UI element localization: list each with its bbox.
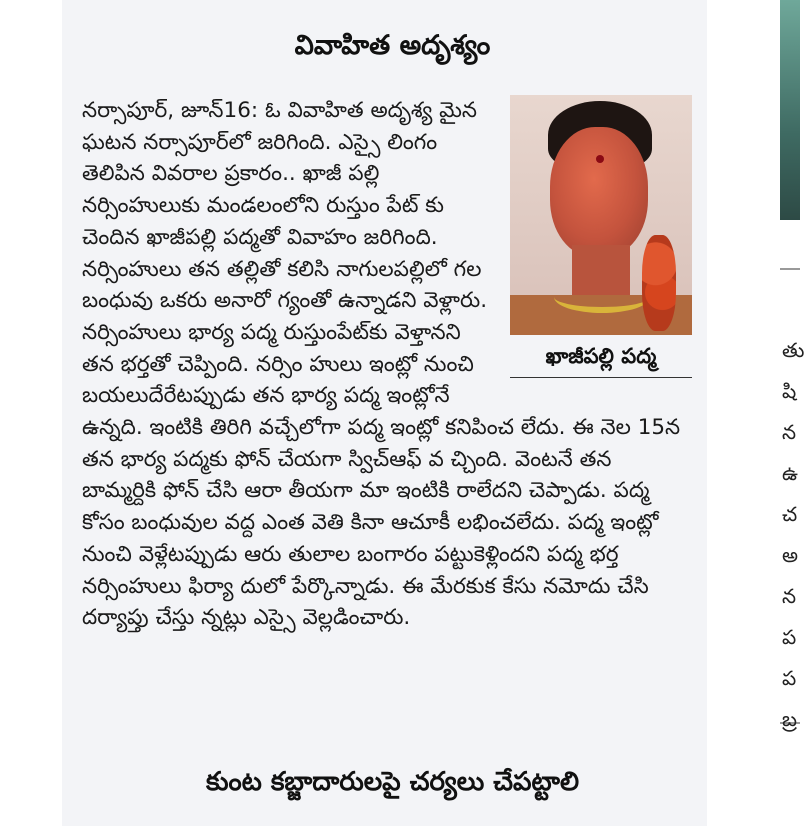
- article-body: [82, 95, 692, 634]
- next-article-headline: కుంట కబ్జాదారులపై చర్యలు చేపట్టాలి: [205, 767, 580, 797]
- article-text: నర్సాపూర్, జూన్16: ఓ వివాహిత అదృశ్య మైన ఘటన నర్సాపూర్‌లో జరిగింది. ఎస్సై లింగం తెలిపిన వివరాల ప్రకారం.. ఖాజీ పల్లి నర్సింహులుకు మండలంలోని రుస్తుం పేట్ కు చెందిన ఖాజీపల్లి పద్మతో వివాహం జరిగింది. నర్సింహులు తన తల్లితో కలిసి నాగులపల్లిలో గల బంధువు ఒకరు అనారో గ్యంతో ఉన్నాడని వెళ్లారు. నర్సింహులు భార్య పద్మ రుస్తుంపేట్‌కు వెళ్తానని తన భర్తతో చెప్పింది. నర్సిం హులు ఇంట్లో నుంచి బయలుదేరేటప్పుడు తన భార్య పద్మ ఇంట్లోనే ఉన్నది. ఇంటికి తిరిగి వచ్చేలోగా పద్మ ఇంట్లో కనిపించ లేదు. ఈ నెల 15న తన భార్య పద్మకు ఫోన్ చేయగా స్విచ్ఆఫ్ వ చ్చింది. వెంటనే తన బామ్మర్దికి ఫోన్ చేసి ఆరా తీయగా మా ఇంటికి రాలేదని చెప్పాడు. పద్మ కోసం బంధువుల వద్ద ఎంత వెతి కినా ఆచూకీ లభించలేదు. పద్మ ఇంట్లో నుంచి వెళ్లేటప్పుడు ఆరు తులాల బంగారం పట్టుకెళ్లిందని పద్మ భర్త నర్సింహులు ఫిర్యా దులో పేర్కొన్నాడు. ఈ మేరకుక కేసు నమోదు చేసి దర్యాప్తు చేస్తు న్నట్లు ఎస్సై వెల్లడించారు.: [82, 98, 681, 631]
- divider: [780, 268, 800, 270]
- photo-block: [510, 95, 692, 378]
- photo-caption: ఖాజీపల్లి పద్మ: [510, 341, 692, 378]
- article-headline: వివాహిత అదృశ్యం: [294, 30, 491, 61]
- portrait-photo: [510, 95, 692, 333]
- adjacent-column-text: తు షి న ఉ చ అ న ప ప బ్ర: [782, 338, 804, 731]
- adjacent-photo-fragment: [780, 0, 800, 220]
